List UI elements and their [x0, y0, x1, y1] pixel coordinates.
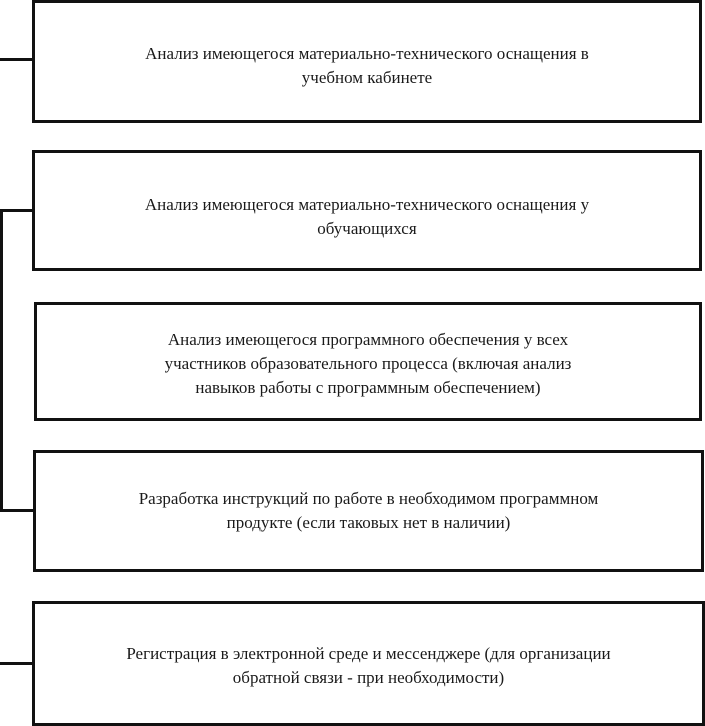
step-box-registration — [32, 601, 705, 726]
step-label: Анализ имеющегося материально-технического оснащения в учебном кабинете — [145, 43, 589, 87]
step-box-classroom-equipment-analysis — [32, 0, 702, 123]
connector-branch-4 — [0, 509, 35, 512]
step-box-software-analysis — [34, 302, 702, 421]
step-box-instruction-development — [33, 450, 704, 572]
connector-stub-bottom — [0, 662, 34, 665]
step-label: Разработка инструкций по работе в необходимом программном продукте (если таковых нет в наличии) — [138, 489, 599, 532]
step-label: Анализ имеющегося программного обеспечения у всех участников образовательного процесса (включая анализ навыков работы с программным обеспечением) — [164, 329, 572, 397]
step-label: Регистрация в электронной среде и мессенджере (для организации обратной связи - при необходимости) — [126, 643, 611, 687]
connector-vertical-spine — [0, 209, 3, 512]
step-label: Анализ имеющегося материально-технического оснащения у обучающихся — [144, 194, 590, 238]
connector-stub-top — [0, 58, 34, 61]
step-box-student-equipment-analysis — [32, 150, 702, 271]
connector-branch-2 — [0, 209, 34, 212]
